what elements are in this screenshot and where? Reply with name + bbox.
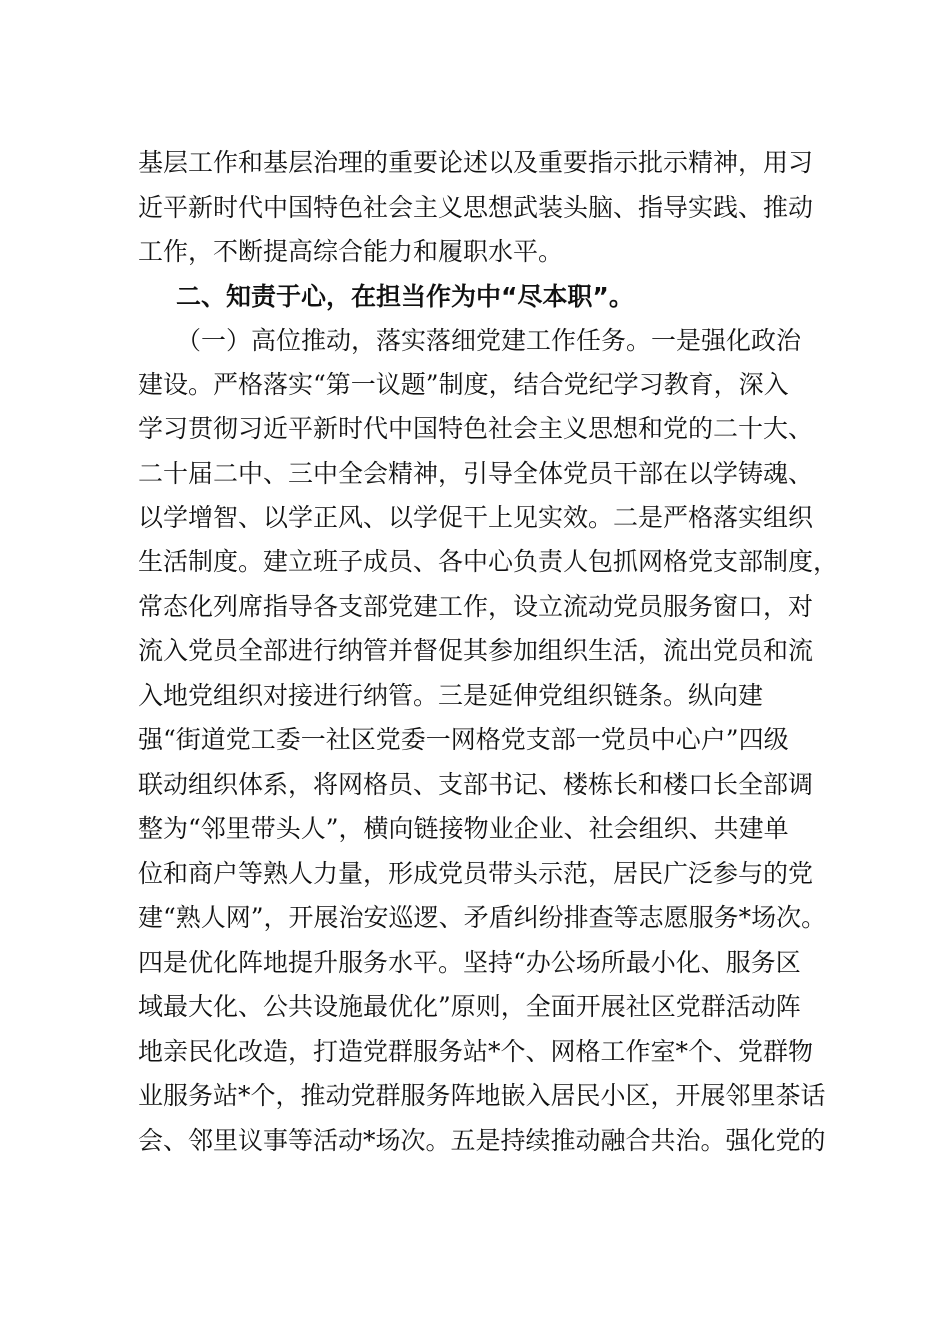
body-text-line: 位和商户等熟人力量，形成党员带头示范，居民广泛参与的党 [138,859,814,888]
body-text-line: 域最大化、公共设施最优化”原则，全面开展社区党群活动阵 [138,992,801,1021]
body-text-line: 基层工作和基层治理的重要论述以及重要指示批示精神，用习 [138,148,814,177]
body-text-line: 四是优化阵地提升服务水平。坚持“办公场所最小化、服务区 [138,948,801,977]
body-text-line: 联动组织体系，将网格员、支部书记、楼栋长和楼口长全部调 [138,770,814,799]
body-text-line: 学习贯彻习近平新时代中国特色社会主义思想和党的二十大、 [138,414,814,443]
body-text-line: 近平新时代中国特色社会主义思想武装头脑、指导实践、推动 [138,193,814,222]
body-text-line: 二十届二中、三中全会精神，引导全体党员干部在以学铸魂、 [138,459,814,488]
section-heading: 二、知责于心，在担当作为中“尽本职”。 [176,282,634,311]
body-text-line: 业服务站*个，推动党群服务阵地嵌入居民小区，开展邻里茶话 [138,1081,826,1110]
body-text-line: 以学增智、以学正风、以学促干上见实效。二是严格落实组织 [138,503,814,532]
body-text-line: 工作，不断提高综合能力和履职水平。 [138,237,564,266]
body-text-line: 建设。严格落实“第一议题”制度，结合党纪学习教育，深入 [138,370,789,399]
body-text-line: 整为“邻里带头人”，横向链接物业企业、社会组织、共建单 [138,814,789,843]
body-text-line: 生活制度。建立班子成员、各中心负责人包抓网格党支部制度， [138,547,839,576]
body-text-line: 会、邻里议事等活动*场次。五是持续推动融合共治。强化党的 [138,1126,826,1155]
subsection-heading-line: （一）高位推动，落实落细党建工作任务。一是强化政治 [176,326,802,355]
body-text-line: 常态化列席指导各支部党建工作，设立流动党员服务窗口，对 [138,592,814,621]
body-text-line: 入地党组织对接进行纳管。三是延伸党组织链条。纵向建 [138,681,764,710]
body-text-line: 强“街道党工委一社区党委一网格党支部一党员中心户”四级 [138,725,789,754]
body-text-line: 流入党员全部进行纳管并督促其参加组织生活，流出党员和流 [138,636,814,665]
body-text-line: 地亲民化改造，打造党群服务站*个、网格工作室*个、党群物 [138,1037,814,1066]
body-text-line: 建“熟人网”，开展治安巡逻、矛盾纠纷排查等志愿服务*场次。 [138,903,827,932]
